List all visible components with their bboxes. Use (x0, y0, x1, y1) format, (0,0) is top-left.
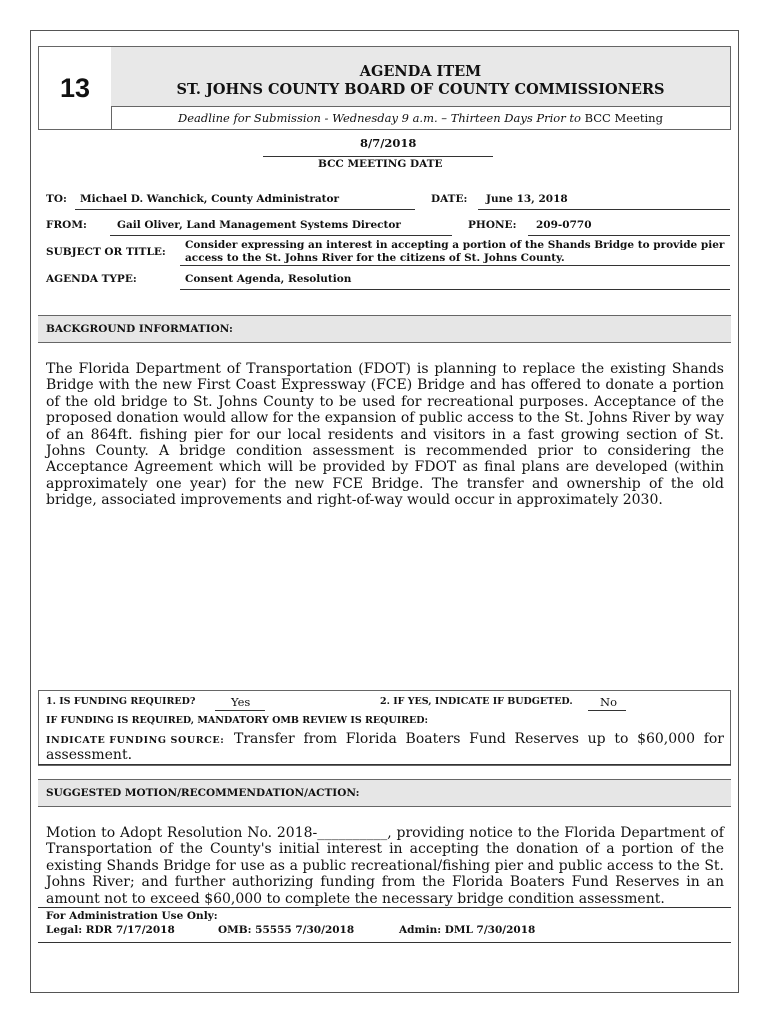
funding-source-line-1: Transfer from Florida Boaters Fund Reserves up to $60,000 for (234, 731, 724, 747)
funding-required-line (215, 710, 265, 711)
phone-value: 209-0770 (536, 219, 592, 231)
header-title: AGENDA ITEM (359, 63, 482, 80)
date-line (478, 209, 730, 210)
admin-legal: Legal: RDR 7/17/2018 (46, 924, 175, 936)
meeting-date-line (263, 156, 493, 157)
deadline-plain-text: BCC Meeting (584, 111, 663, 125)
admin-initials: Admin: DML 7/30/2018 (399, 924, 536, 936)
funding-required-value: Yes (231, 695, 251, 709)
budgeted-line (588, 710, 626, 711)
header-subtitle: ST. JOHNS COUNTY BOARD OF COUNTY COMMISSIONERS (176, 81, 665, 98)
from-value: Gail Oliver, Land Management Systems Director (117, 219, 401, 231)
admin-bottom-line (38, 942, 731, 943)
agenda-type-line (180, 289, 730, 290)
to-value: Michael D. Wanchick, County Administrator (80, 193, 340, 205)
phone-label: PHONE: (468, 219, 517, 231)
admin-top-line (38, 907, 731, 908)
date-value: June 13, 2018 (486, 193, 568, 205)
funding-required-label: 1. IS FUNDING REQUIRED? (46, 696, 196, 707)
motion-section-bar (38, 779, 731, 807)
date-label: DATE: (431, 193, 468, 205)
background-section-bar (38, 315, 731, 343)
subject-line-1: Consider expressing an interest in accepting a portion of the Shands Bridge to provide pier (185, 239, 725, 251)
budgeted-value: No (600, 695, 617, 709)
agenda-type-value: Consent Agenda, Resolution (185, 273, 352, 285)
meeting-date: 8/7/2018 (360, 136, 417, 150)
agenda-type-label: AGENDA TYPE: (46, 273, 137, 285)
motion-text: Motion to Adopt Resolution No. 2018-__________, providing notice to the Florida Department of Transportation of the County's initial interest in accepting the donation of a portion of the existing Shands Bridge for use as a public recreational/fishing pier and public access to the St. Johns River; and further authorizing funding from the Florida Boaters Fund Reserves in an amount not to exceed $60,000 to complete the necessary bridge condition assessment. (46, 825, 724, 907)
to-line (75, 209, 415, 210)
background-text: The Florida Department of Transportation (FDOT) is planning to replace the existing Shands Bridge with the new First Coast Expressway (FCE) Bridge and has offered to donate a portion of the old bridge to St. Johns County to be used for recreational purposes. Acceptance of the proposed donation would allow for the expansion of public access to the St. Johns River by way of an 864ft. fishing pier for our local residents and visitors in a fast growing section of St. Johns County. A bridge condition assessment is recommended prior to considering the Acceptance Agreement which will be provided by FDOT as final plans are developed (within approximately one year) for the new FCE Bridge. The transfer and ownership of the old bridge, associated improvements and right-of-way would occur in approximately 2030. (46, 361, 724, 509)
motion-heading: SUGGESTED MOTION/RECOMMENDATION/ACTION: (46, 787, 360, 799)
budgeted-label: 2. IF YES, INDICATE IF BUDGETED. (380, 696, 573, 707)
from-line (110, 235, 452, 236)
agenda-header (38, 46, 731, 130)
meeting-date-label: BCC MEETING DATE (318, 158, 443, 170)
funding-source-line (38, 764, 731, 765)
agenda-item-number: 13 (39, 47, 112, 129)
subject-line (180, 265, 730, 266)
deadline-italic-text: Deadline for Submission - Wednesday 9 a.m. – Thirteen Days Prior to (178, 111, 581, 125)
admin-heading: For Administration Use Only: (46, 910, 218, 922)
omb-review-note: IF FUNDING IS REQUIRED, MANDATORY OMB REVIEW IS REQUIRED: (46, 715, 429, 726)
subject-label: SUBJECT OR TITLE: (46, 246, 166, 258)
submission-deadline (111, 111, 730, 125)
subject-line-2: access to the St. Johns River for the citizens of St. Johns County. (185, 252, 565, 264)
header-title-block (111, 47, 730, 107)
phone-line (528, 235, 730, 236)
from-label: FROM: (46, 219, 87, 231)
funding-source-line-2: assessment. (46, 747, 133, 763)
to-label: TO: (46, 193, 67, 205)
admin-omb: OMB: 55555 7/30/2018 (218, 924, 355, 936)
background-heading: BACKGROUND INFORMATION: (46, 323, 233, 335)
funding-source-label: INDICATE FUNDING SOURCE: (46, 735, 225, 746)
